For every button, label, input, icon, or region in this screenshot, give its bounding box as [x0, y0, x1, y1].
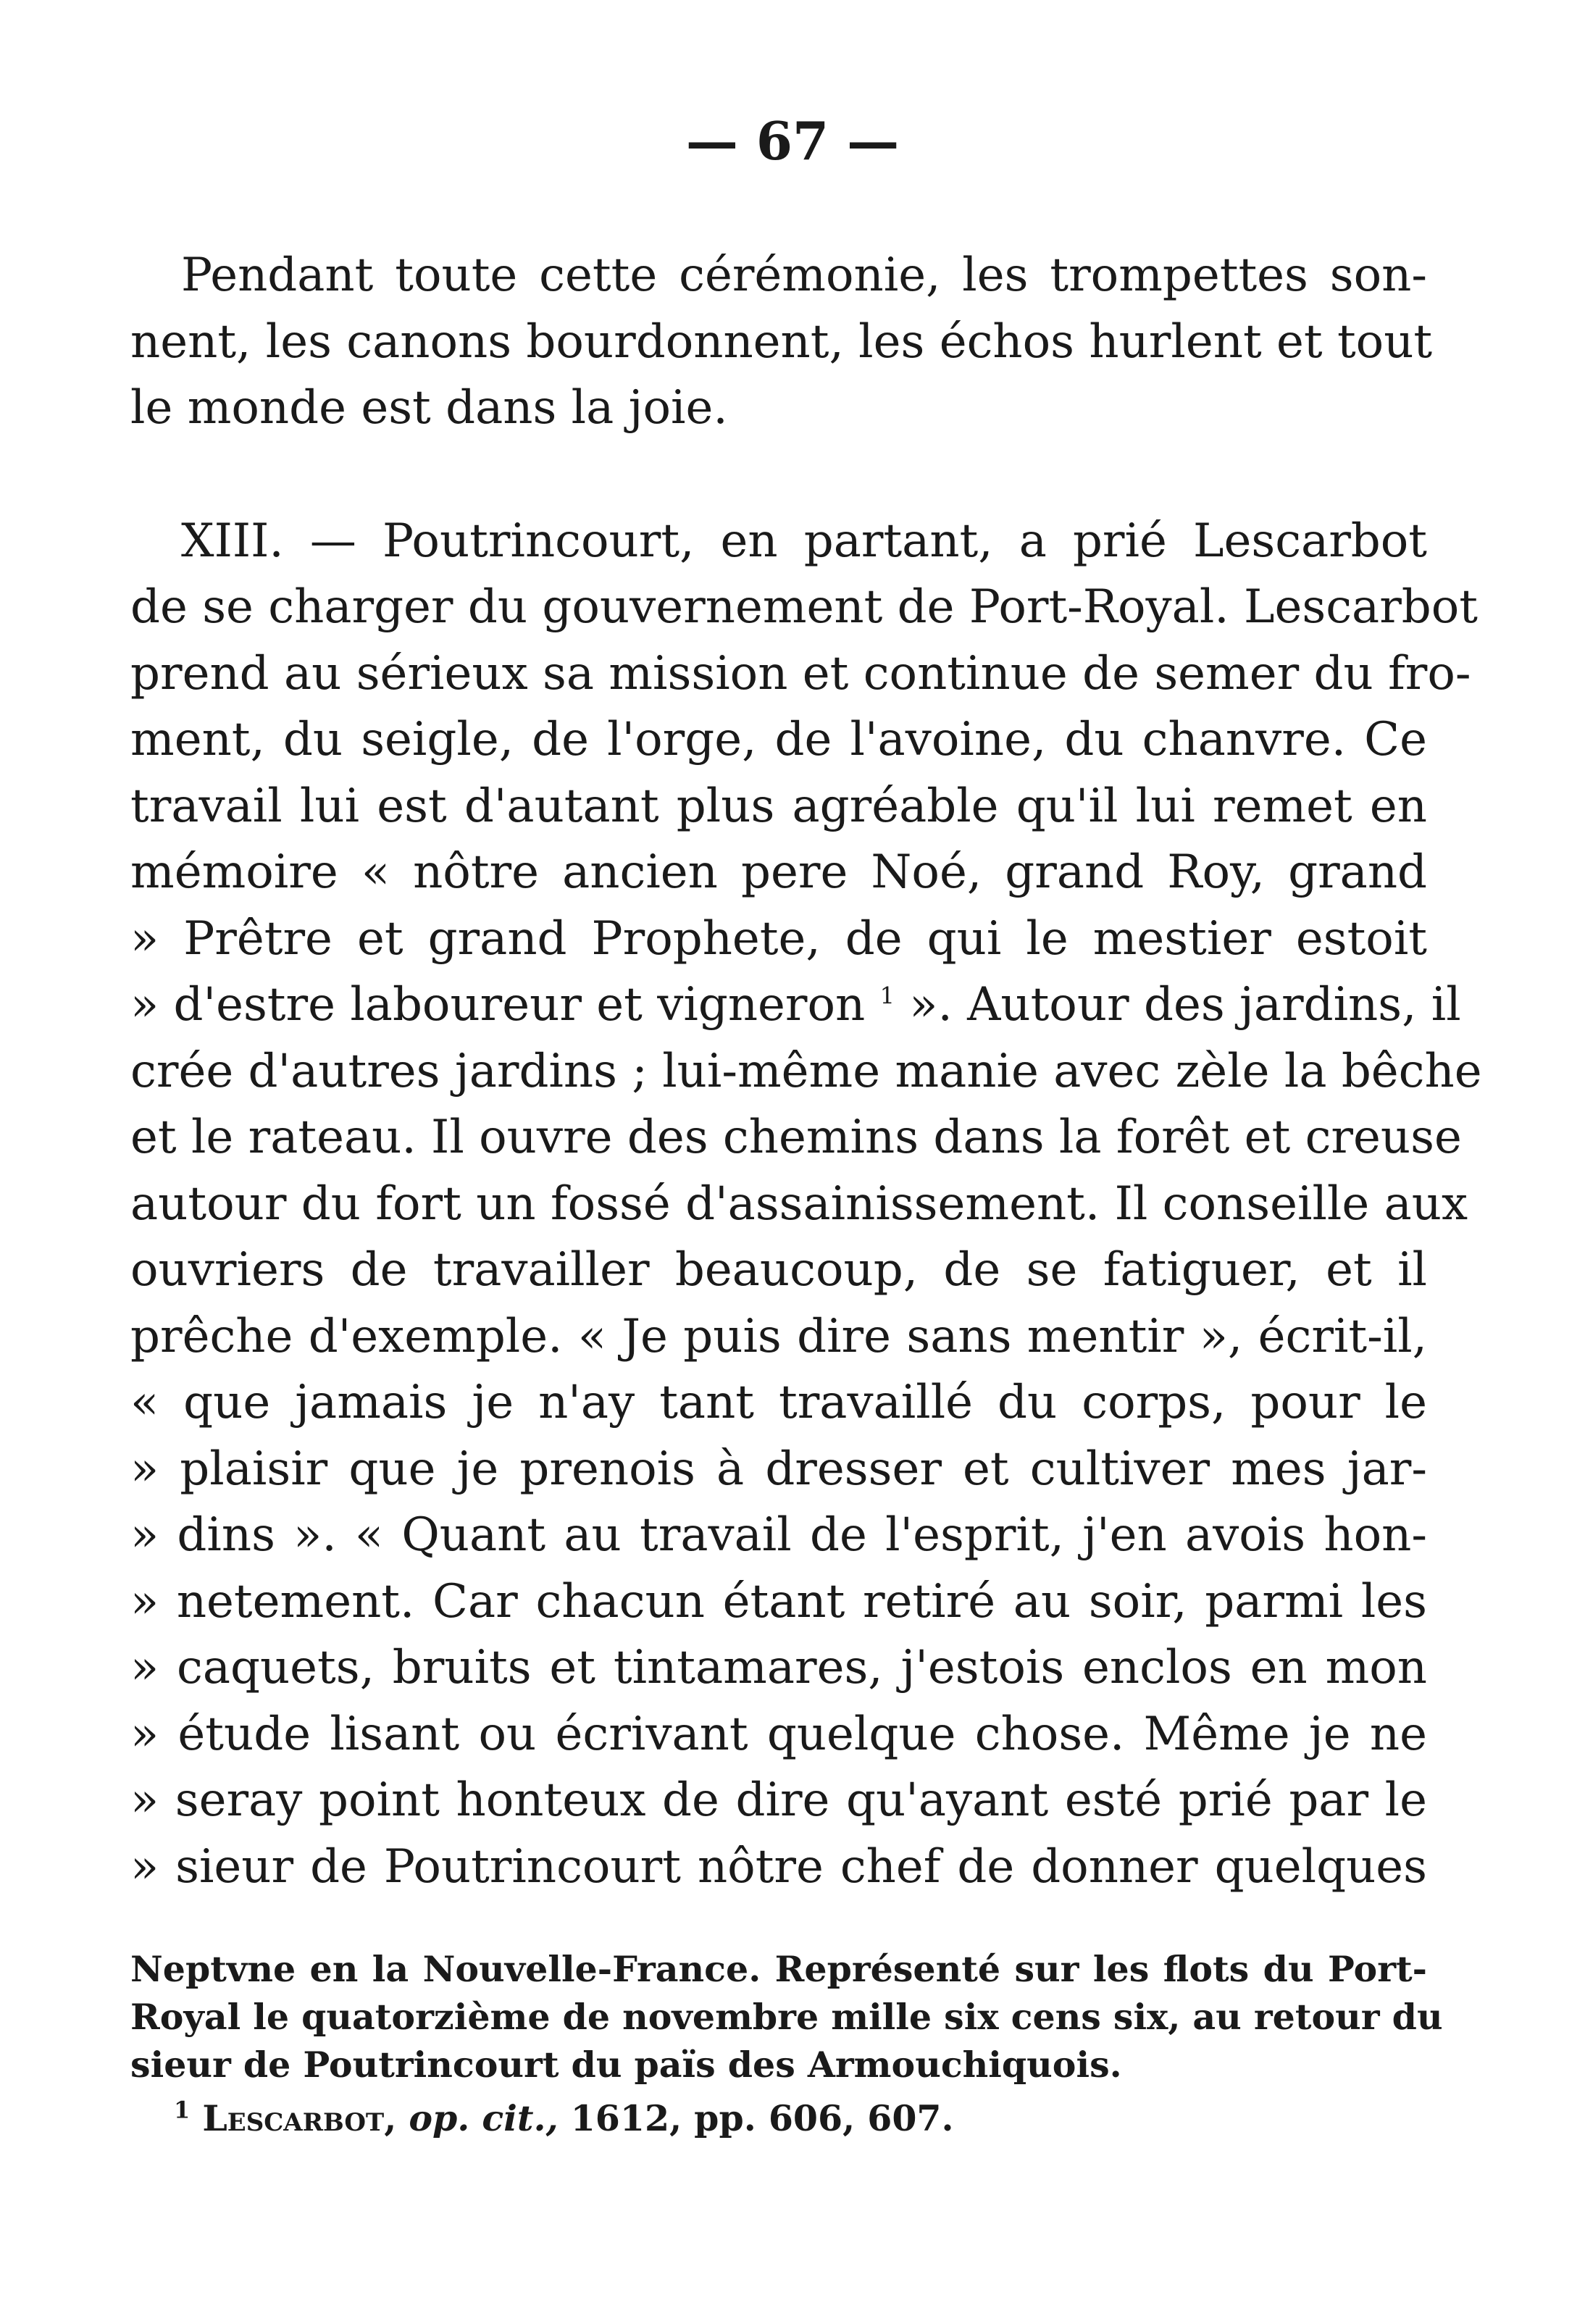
footnote-reference: 1	[879, 982, 895, 1010]
paragraph-2-line: ment, du seigle, de l'orge, de l'avoine, du chanvre. Ce	[130, 713, 1427, 766]
paragraph-2-line: » dins ». « Quant au travail de l'esprit, j'en avois hon-	[130, 1508, 1427, 1562]
footnote-continued-line: sieur de Poutrincourt du païs des Armouchiquois.	[130, 2044, 1122, 2086]
footnote-continued-line: Royal le quatorzième de novembre mille six cens six, au retour du	[130, 1996, 1443, 2038]
paragraph-2-line: » caquets, bruits et tintamares, j'estois enclos en mon	[130, 1641, 1427, 1694]
paragraph-2-line: mémoire « nôtre ancien pere Noé, grand Roy, grand	[130, 845, 1427, 899]
page-number: — 67 —	[685, 110, 900, 172]
paragraph-1-line: nent, les canons bourdonnent, les échos hurlent et tout	[130, 314, 1433, 369]
paragraph-2-line: » sieur de Poutrincourt nôtre chef de donner quelques	[130, 1839, 1427, 1894]
body-text	[130, 243, 1482, 1900]
paragraph-2-line: prêche d'exemple. « Je puis dire sans mentir », écrit-il,	[130, 1309, 1427, 1363]
footnote-1-ref: op. cit.,	[409, 2097, 559, 2139]
footnote-1-mark: 1	[174, 2096, 191, 2124]
footnotes	[130, 1945, 1443, 2142]
line-part: » d'estre laboureur et vigneron	[130, 978, 866, 1032]
paragraph-1-line: Pendant toute cette cérémonie, les trompettes son-	[181, 248, 1427, 302]
paragraph-2-line: crée d'autres jardins ; lui-même manie avec zèle la bêche	[130, 1044, 1482, 1098]
paragraph-2-line: » seray point honteux de dire qu'ayant esté prié par le	[130, 1773, 1427, 1827]
paragraph-2-line: « que jamais je n'ay tant travaillé du corps, pour le	[130, 1376, 1427, 1429]
paragraph-2-line: prend au sérieux sa mission et continue de semer du fro-	[130, 646, 1471, 701]
paragraph-1-line: le monde est dans la joie.	[130, 381, 728, 435]
footnote-1-author: Lescarbot,	[202, 2097, 397, 2139]
line-part: ». Autour des jardins, il	[909, 978, 1461, 1032]
paragraph-gap	[130, 442, 1427, 509]
footnote-continued-line: Neptvne en la Nouvelle-France. Représenté sur les flots du Port-	[130, 1948, 1427, 1990]
footnote-1	[130, 2094, 1427, 2142]
paragraph-2-line-with-footnote	[130, 972, 1461, 1039]
paragraph-2-line: autour du fort un fossé d'assainissement. Il conseille aux	[130, 1176, 1468, 1231]
paragraph-2-line: ouvriers de travailler beaucoup, de se fatiguer, et il	[130, 1243, 1427, 1297]
paragraph-2-line: » plaisir que je prenois à dresser et cultiver mes jar-	[130, 1442, 1427, 1496]
paragraph-2-line: travail lui est d'autant plus agréable qu'il lui remet en	[130, 779, 1427, 833]
footnote-1-rest: 1612, pp. 606, 607.	[570, 2097, 954, 2139]
paragraph-2-line: de se charger du gouvernement de Port-Royal. Lescarbot	[130, 580, 1478, 634]
paragraph-2-line: et le rateau. Il ouvre des chemins dans la forêt et creuse	[130, 1111, 1462, 1164]
paragraph-2-line: » Prêtre et grand Prophete, de qui le mestier estoit	[130, 911, 1427, 966]
paragraph-2-line: XIII. — Poutrincourt, en partant, a prié Lescarbot	[181, 514, 1427, 568]
paragraph-2-line: » étude lisant ou écrivant quelque chose. Même je ne	[130, 1707, 1427, 1761]
paragraph-2-line: » netement. Car chacun étant retiré au soir, parmi les	[130, 1574, 1427, 1629]
